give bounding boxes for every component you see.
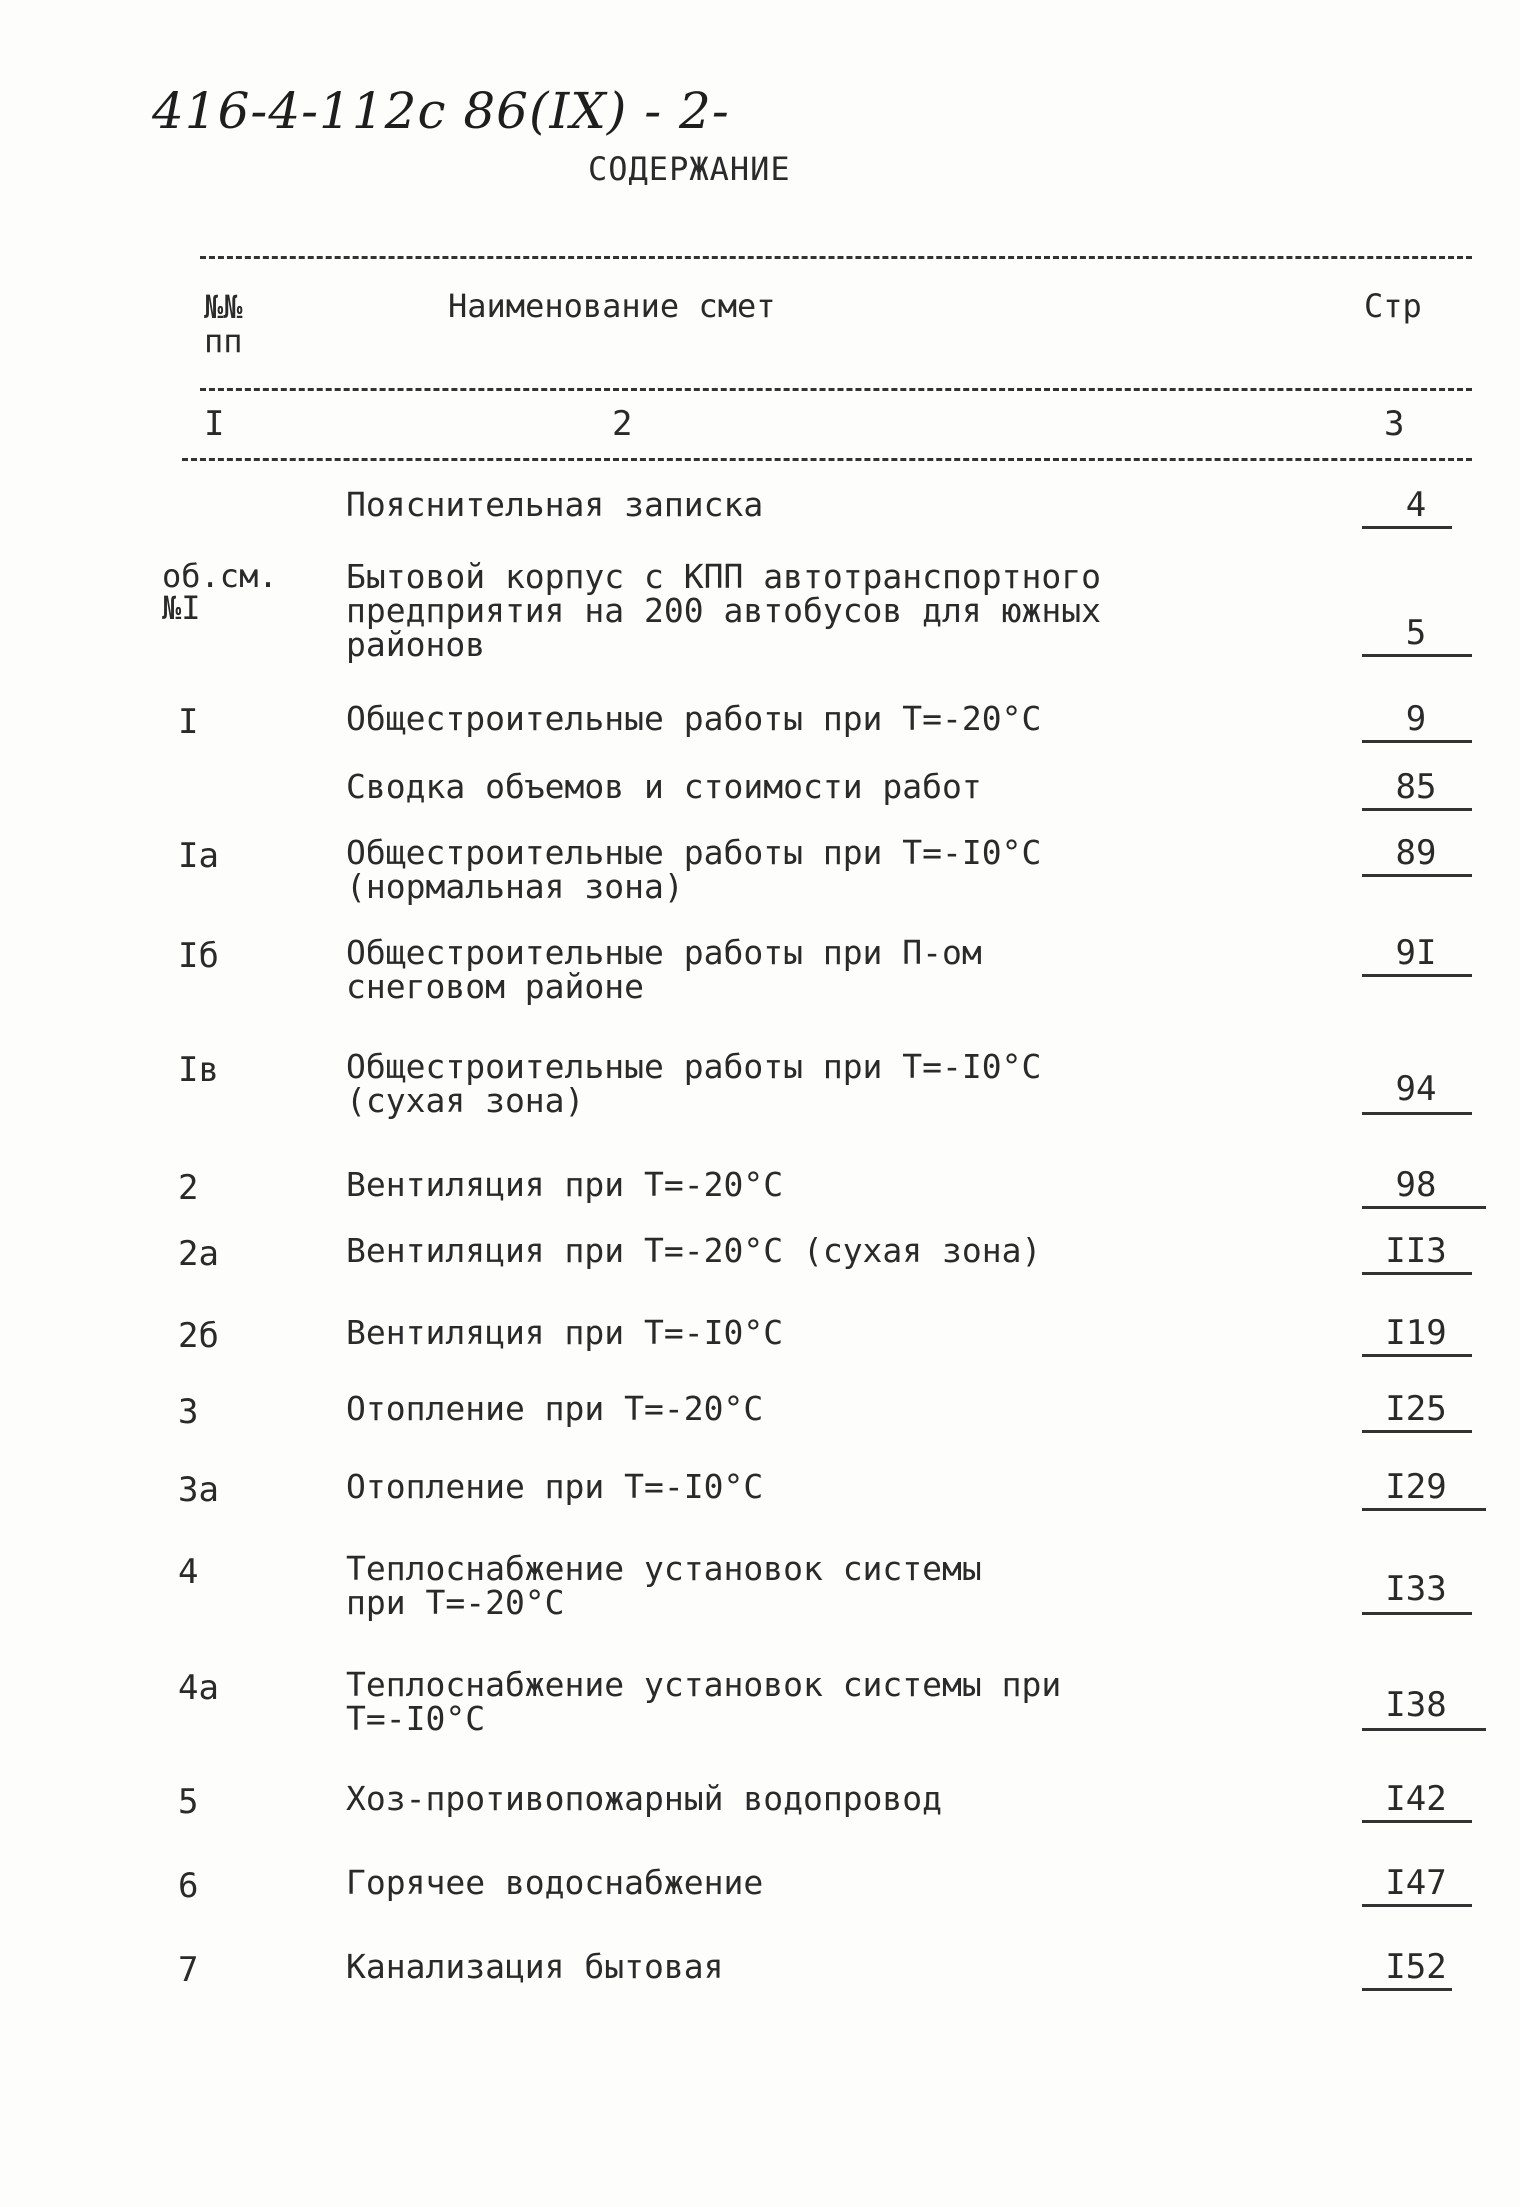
page-underline xyxy=(1362,1112,1472,1115)
row-name: Теплоснабжение установок системы при Т=-I0°С xyxy=(346,1665,1062,1738)
row-page: I42 xyxy=(1385,1779,1447,1819)
row-number: 3 xyxy=(178,1392,199,1432)
column-number-3: 3 xyxy=(1384,404,1405,444)
column-header-number-line2: пп xyxy=(204,322,243,360)
row-name: Вентиляция при Т=-20°С (сухая зона) xyxy=(346,1231,1042,1270)
document-code: 416-4-112с 86(IX) - 2- xyxy=(152,82,730,140)
row-page: I38 xyxy=(1385,1685,1447,1725)
row-page: I25 xyxy=(1385,1389,1447,1429)
page-underline xyxy=(1362,1728,1486,1731)
page-underline xyxy=(1362,1820,1472,1823)
row-number: 2а xyxy=(178,1234,219,1274)
row-page: II3 xyxy=(1385,1231,1447,1271)
row-name: Пояснительная записка xyxy=(346,485,764,524)
page-underline xyxy=(1362,1206,1486,1209)
row-name: Общестроительные работы при Т=-20°С xyxy=(346,699,1042,738)
row-page: 4 xyxy=(1405,485,1427,525)
row-name: Теплоснабжение установок системы при Т=-20°С xyxy=(346,1549,982,1622)
page-underline xyxy=(1362,1508,1486,1511)
dashed-rule-top xyxy=(200,256,1472,259)
row-number: Iа xyxy=(178,836,219,876)
dashed-rule-numbers-bottom xyxy=(182,458,1472,461)
page-underline xyxy=(1362,1430,1472,1433)
row-number: 4 xyxy=(178,1552,199,1592)
row-page: 9I xyxy=(1395,933,1437,973)
page-underline xyxy=(1362,1612,1472,1615)
column-number-1: I xyxy=(204,404,225,444)
dashed-rule-header-bottom xyxy=(200,388,1472,391)
page-underline xyxy=(1362,740,1472,743)
row-page: 5 xyxy=(1405,613,1427,653)
row-name: Хоз-противопожарный водопровод xyxy=(346,1779,943,1818)
page-title: СОДЕРЖАНИЕ xyxy=(588,150,791,188)
row-name: Вентиляция при Т=-20°С xyxy=(346,1165,784,1204)
row-number: 2б xyxy=(178,1316,219,1356)
row-page: 89 xyxy=(1395,833,1437,873)
row-name: Вентиляция при Т=-I0°С xyxy=(346,1313,784,1352)
row-page: 85 xyxy=(1395,767,1437,807)
row-name: Общестроительные работы при П-ом снеговом районе xyxy=(346,933,982,1006)
row-name: Бытовой корпус с КПП автотранспортного предприятия на 200 автобусов для южных районов xyxy=(346,557,1101,664)
page-underline xyxy=(1362,654,1472,657)
row-number: I xyxy=(178,702,199,742)
page-underline xyxy=(1362,974,1472,977)
row-page: 94 xyxy=(1395,1069,1437,1109)
row-name: Отопление при Т=-20°С xyxy=(346,1389,764,1428)
row-name: Общестроительные работы при Т=-I0°С (нормальная зона) xyxy=(346,833,1042,906)
row-page: 98 xyxy=(1395,1165,1437,1205)
page-underline xyxy=(1362,808,1472,811)
page-underline xyxy=(1362,1272,1472,1275)
row-name: Канализация бытовая xyxy=(346,1947,724,1986)
page-underline xyxy=(1362,1988,1452,1991)
column-header-number-line1: №№ xyxy=(204,288,243,326)
row-number: 7 xyxy=(178,1950,199,1990)
row-number: Iб xyxy=(178,936,219,976)
row-name: Горячее водоснабжение xyxy=(346,1863,764,1902)
column-header-page: Стр xyxy=(1364,287,1422,325)
column-number-2: 2 xyxy=(612,404,633,444)
row-name: Сводка объемов и стоимости работ xyxy=(346,767,982,806)
row-number: 4а xyxy=(178,1668,219,1708)
row-number: Iв xyxy=(178,1050,219,1090)
page-underline xyxy=(1362,1904,1472,1907)
row-page: I29 xyxy=(1385,1467,1447,1507)
row-page: 9 xyxy=(1405,699,1427,739)
page-underline xyxy=(1362,1354,1472,1357)
row-name: Общестроительные работы при Т=-I0°С (сухая зона) xyxy=(346,1047,1042,1120)
row-number: 5 xyxy=(178,1782,199,1822)
page-underline xyxy=(1362,874,1472,877)
column-header-number xyxy=(204,290,243,358)
row-page: I33 xyxy=(1385,1569,1447,1609)
row-page: I47 xyxy=(1385,1863,1447,1903)
row-page: I52 xyxy=(1385,1947,1447,1987)
row-number: 3а xyxy=(178,1470,219,1510)
row-number: об.см. №I xyxy=(162,557,278,627)
row-page: I19 xyxy=(1385,1313,1447,1353)
row-number: 6 xyxy=(178,1866,199,1906)
row-name: Отопление при Т=-I0°С xyxy=(346,1467,764,1506)
page-underline xyxy=(1362,526,1452,529)
row-number: 2 xyxy=(178,1168,199,1208)
column-header-name: Наименование смет xyxy=(448,287,776,325)
